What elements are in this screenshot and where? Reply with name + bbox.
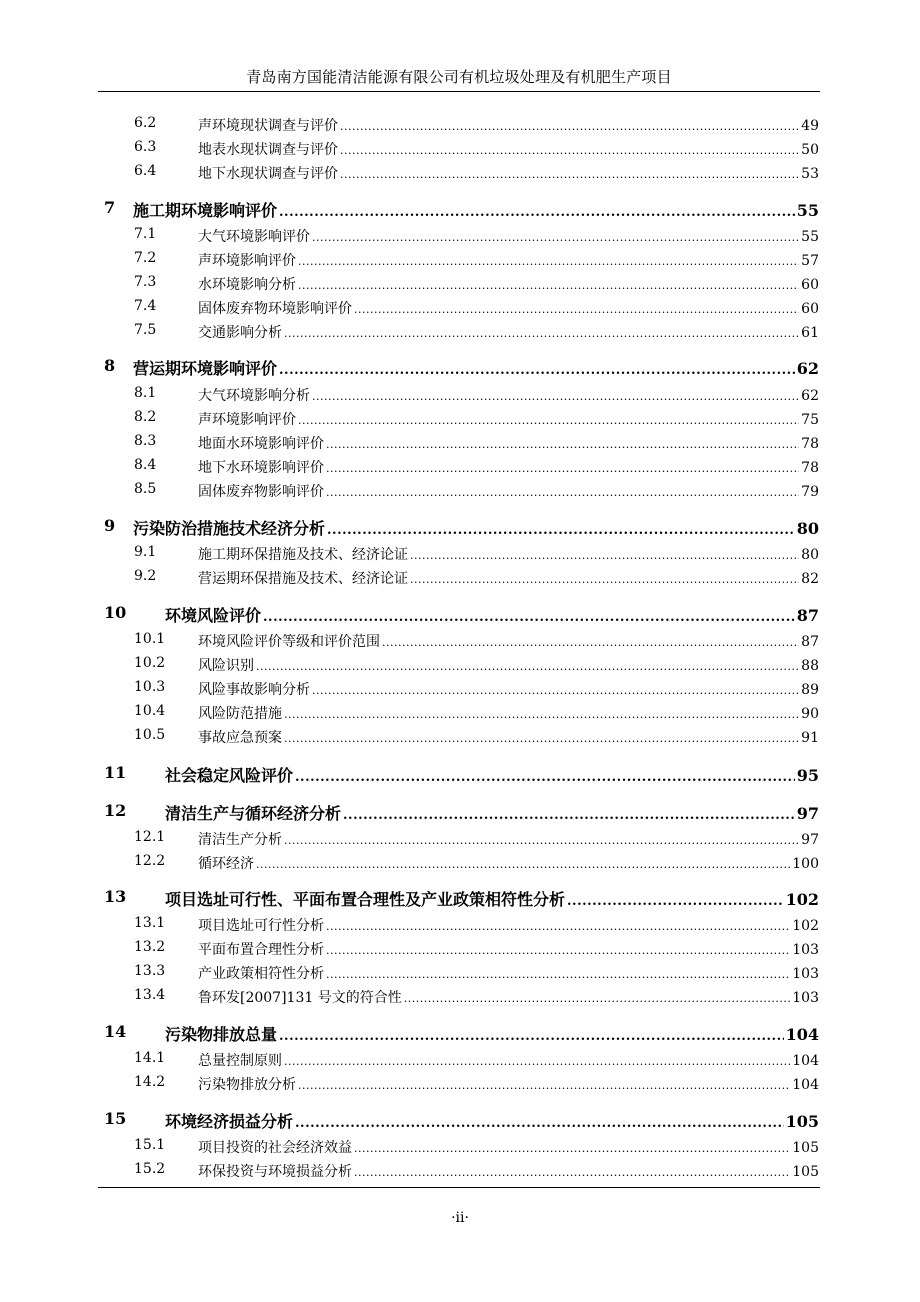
toc-entry-number: 12.1 bbox=[134, 829, 166, 845]
document-header-title: 青岛南方国能清洁能源有限公司有机垃圾处理及有机肥生产项目 bbox=[246, 68, 672, 86]
toc-entry-number: 8.3 bbox=[134, 433, 157, 449]
toc-entry-page: 79 bbox=[801, 484, 819, 500]
toc-entry-title: 大气环境影响评价 bbox=[198, 229, 310, 245]
toc-entry-6-4[interactable] bbox=[0, 163, 920, 185]
toc-dot-leader bbox=[279, 205, 795, 220]
toc-chapter-9[interactable] bbox=[0, 516, 920, 538]
toc-entry-8-4[interactable] bbox=[0, 457, 920, 479]
toc-entry-page: 50 bbox=[801, 142, 819, 158]
footer-divider bbox=[98, 1187, 820, 1188]
toc-chapter-title: 污染防治措施技术经济分析 bbox=[133, 519, 326, 538]
toc-entry-page: 60 bbox=[801, 277, 819, 293]
toc-entry-title: 固体废弃物影响评价 bbox=[198, 484, 324, 500]
toc-dot-leader bbox=[312, 390, 799, 403]
toc-entry-page: 104 bbox=[792, 1077, 819, 1093]
toc-entry-page: 87 bbox=[801, 634, 819, 650]
toc-entry-title: 风险防范措施 bbox=[198, 706, 282, 722]
toc-entry-title: 固体废弃物环境影响评价 bbox=[198, 301, 352, 317]
toc-entry-number: 10.3 bbox=[134, 679, 166, 695]
toc-dot-leader bbox=[298, 1079, 790, 1092]
toc-entry-page: 88 bbox=[801, 658, 819, 674]
toc-entry-number: 7.2 bbox=[134, 250, 157, 266]
toc-chapter-number: 10 bbox=[104, 603, 127, 622]
toc-entry-number: 14.1 bbox=[134, 1050, 166, 1066]
toc-dot-leader bbox=[567, 894, 784, 909]
toc-dot-leader bbox=[382, 636, 799, 649]
toc-dot-leader bbox=[284, 1055, 790, 1068]
toc-entry-page: 78 bbox=[801, 436, 819, 452]
toc-chapter-page: 80 bbox=[796, 519, 819, 538]
toc-entry-number: 13.4 bbox=[134, 987, 166, 1003]
toc-entry-15-1[interactable] bbox=[0, 1137, 920, 1159]
toc-chapter-number: 15 bbox=[104, 1109, 127, 1128]
toc-entry-10-4[interactable] bbox=[0, 703, 920, 725]
toc-dot-leader bbox=[326, 438, 799, 451]
toc-chapter-number: 7 bbox=[104, 198, 116, 217]
toc-entry-title: 风险事故影响分析 bbox=[198, 682, 310, 698]
toc-dot-leader bbox=[354, 1166, 790, 1179]
toc-entry-page: 103 bbox=[792, 990, 819, 1006]
toc-entry-8-3[interactable] bbox=[0, 433, 920, 455]
toc-entry-15-2[interactable] bbox=[0, 1161, 920, 1183]
toc-entry-page: 49 bbox=[801, 118, 819, 134]
toc-chapter-page: 105 bbox=[785, 1112, 819, 1131]
toc-entry-page: 102 bbox=[792, 918, 819, 934]
toc-entry-number: 10.1 bbox=[134, 631, 166, 647]
toc-entry-page: 80 bbox=[801, 547, 819, 563]
toc-entry-title: 项目投资的社会经济效益 bbox=[198, 1140, 352, 1156]
toc-entry-title: 大气环境影响分析 bbox=[198, 388, 310, 404]
toc-dot-leader bbox=[326, 944, 790, 957]
toc-entry-page: 89 bbox=[801, 682, 819, 698]
toc-entry-number: 10.2 bbox=[134, 655, 166, 671]
toc-entry-number: 6.4 bbox=[134, 163, 157, 179]
toc-dot-leader bbox=[284, 732, 799, 745]
toc-entry-10-5[interactable] bbox=[0, 727, 920, 749]
toc-entry-title: 环保投资与环境损益分析 bbox=[198, 1164, 352, 1180]
toc-dot-leader bbox=[256, 858, 790, 871]
toc-entry-page: 100 bbox=[792, 856, 819, 872]
toc-dot-leader bbox=[326, 968, 790, 981]
toc-entry-8-5[interactable] bbox=[0, 481, 920, 503]
toc-chapter-number: 14 bbox=[104, 1022, 127, 1041]
toc-chapter-14[interactable] bbox=[0, 1022, 920, 1044]
toc-chapter-10[interactable] bbox=[0, 603, 920, 625]
toc-entry-number: 12.2 bbox=[134, 853, 166, 869]
toc-chapter-title: 营运期环境影响评价 bbox=[133, 359, 278, 378]
toc-dot-leader bbox=[279, 1029, 784, 1044]
toc-entry-page: 105 bbox=[792, 1164, 819, 1180]
toc-entry-title: 鲁环发[2007]131 号文的符合性 bbox=[198, 990, 402, 1006]
toc-entry-page: 105 bbox=[792, 1140, 819, 1156]
toc-entry-number: 8.2 bbox=[134, 409, 157, 425]
toc-entry-page: 91 bbox=[801, 730, 819, 746]
toc-entry-13-4[interactable] bbox=[0, 987, 920, 1009]
toc-chapter-8[interactable] bbox=[0, 356, 920, 378]
toc-dot-leader bbox=[263, 610, 795, 625]
toc-entry-6-3[interactable] bbox=[0, 139, 920, 161]
toc-entry-number: 7.5 bbox=[134, 322, 157, 338]
toc-entry-7-3[interactable] bbox=[0, 274, 920, 296]
toc-dot-leader bbox=[284, 708, 799, 721]
toc-entry-9-1[interactable] bbox=[0, 544, 920, 566]
toc-chapter-13[interactable] bbox=[0, 887, 920, 909]
toc-entry-13-3[interactable] bbox=[0, 963, 920, 985]
toc-entry-title: 营运期环保措施及技术、经济论证 bbox=[198, 571, 408, 587]
toc-entry-title: 地面水环境影响评价 bbox=[198, 436, 324, 452]
toc-dot-leader bbox=[410, 549, 799, 562]
toc-entry-number: 13.1 bbox=[134, 915, 166, 931]
toc-entry-9-2[interactable] bbox=[0, 568, 920, 590]
toc-dot-leader bbox=[298, 279, 799, 292]
toc-entry-number: 10.5 bbox=[134, 727, 166, 743]
toc-chapter-7[interactable] bbox=[0, 198, 920, 220]
toc-entry-page: 103 bbox=[792, 942, 819, 958]
toc-dot-leader bbox=[284, 834, 799, 847]
toc-dot-leader bbox=[327, 523, 795, 538]
toc-dot-leader bbox=[284, 327, 799, 340]
toc-chapter-page: 62 bbox=[796, 359, 819, 378]
toc-dot-leader bbox=[354, 1142, 790, 1155]
toc-entry-number: 9.1 bbox=[134, 544, 157, 560]
toc-dot-leader bbox=[298, 255, 799, 268]
toc-entry-page: 60 bbox=[801, 301, 819, 317]
toc-entry-number: 15.1 bbox=[134, 1137, 166, 1153]
toc-entry-number: 6.2 bbox=[134, 115, 157, 131]
toc-chapter-page: 95 bbox=[796, 766, 819, 785]
toc-chapter-title: 环境经济损益分析 bbox=[165, 1112, 294, 1131]
toc-entry-number: 6.3 bbox=[134, 139, 157, 155]
toc-entry-title: 项目选址可行性分析 bbox=[198, 918, 324, 934]
toc-entry-title: 声环境影响评价 bbox=[198, 412, 296, 428]
toc-chapter-title: 清洁生产与循环经济分析 bbox=[165, 804, 342, 823]
toc-entry-title: 事故应急预案 bbox=[198, 730, 282, 746]
toc-entry-title: 环境风险评价等级和评价范围 bbox=[198, 634, 380, 650]
toc-chapter-title: 社会稳定风险评价 bbox=[165, 766, 294, 785]
toc-entry-page: 78 bbox=[801, 460, 819, 476]
toc-chapter-title: 污染物排放总量 bbox=[165, 1025, 278, 1044]
toc-entry-page: 82 bbox=[801, 571, 819, 587]
toc-entry-14-2[interactable] bbox=[0, 1074, 920, 1096]
toc-chapter-page: 104 bbox=[785, 1025, 819, 1044]
toc-dot-leader bbox=[279, 363, 795, 378]
toc-dot-leader bbox=[298, 414, 799, 427]
toc-entry-title: 清洁生产分析 bbox=[198, 832, 282, 848]
toc-entry-title: 平面布置合理性分析 bbox=[198, 942, 324, 958]
toc-entry-10-2[interactable] bbox=[0, 655, 920, 677]
toc-dot-leader bbox=[340, 168, 799, 181]
toc-chapter-11[interactable] bbox=[0, 763, 920, 785]
toc-chapter-number: 9 bbox=[104, 516, 116, 535]
toc-dot-leader bbox=[256, 660, 799, 673]
toc-entry-title: 地下水现状调查与评价 bbox=[198, 166, 338, 182]
toc-entry-page: 103 bbox=[792, 966, 819, 982]
toc-dot-leader bbox=[295, 1116, 784, 1131]
toc-dot-leader bbox=[312, 231, 799, 244]
toc-entry-page: 57 bbox=[801, 253, 819, 269]
toc-dot-leader bbox=[410, 573, 799, 586]
toc-entry-7-5[interactable] bbox=[0, 322, 920, 344]
toc-chapter-15[interactable] bbox=[0, 1109, 920, 1131]
toc-entry-title: 施工期环保措施及技术、经济论证 bbox=[198, 547, 408, 563]
toc-entry-page: 97 bbox=[801, 832, 819, 848]
toc-entry-8-2[interactable] bbox=[0, 409, 920, 431]
toc-chapter-number: 11 bbox=[104, 763, 127, 782]
toc-chapter-title: 施工期环境影响评价 bbox=[133, 201, 278, 220]
toc-entry-page: 62 bbox=[801, 388, 819, 404]
toc-entry-number: 7.3 bbox=[134, 274, 157, 290]
toc-entry-title: 循环经济 bbox=[198, 856, 254, 872]
toc-entry-page: 90 bbox=[801, 706, 819, 722]
toc-entry-number: 8.1 bbox=[134, 385, 157, 401]
toc-entry-number: 8.5 bbox=[134, 481, 157, 497]
toc-entry-number: 7.1 bbox=[134, 226, 157, 242]
toc-entry-12-2[interactable] bbox=[0, 853, 920, 875]
toc-chapter-title: 环境风险评价 bbox=[165, 606, 262, 625]
toc-entry-13-2[interactable] bbox=[0, 939, 920, 961]
toc-dot-leader bbox=[343, 808, 795, 823]
toc-dot-leader bbox=[340, 120, 799, 133]
toc-chapter-page: 97 bbox=[796, 804, 819, 823]
toc-dot-leader bbox=[312, 684, 799, 697]
toc-entry-number: 14.2 bbox=[134, 1074, 166, 1090]
toc-entry-number: 7.4 bbox=[134, 298, 157, 314]
toc-entry-title: 风险识别 bbox=[198, 658, 254, 674]
toc-entry-title: 污染物排放分析 bbox=[198, 1077, 296, 1093]
toc-entry-page: 55 bbox=[801, 229, 819, 245]
toc-chapter-number: 12 bbox=[104, 801, 127, 820]
toc-chapter-12[interactable] bbox=[0, 801, 920, 823]
toc-entry-10-1[interactable] bbox=[0, 631, 920, 653]
toc-entry-7-2[interactable] bbox=[0, 250, 920, 272]
toc-entry-title: 水环境影响分析 bbox=[198, 277, 296, 293]
toc-entry-page: 61 bbox=[801, 325, 819, 341]
toc-entry-title: 声环境现状调查与评价 bbox=[198, 118, 338, 134]
toc-entry-title: 地表水现状调查与评价 bbox=[198, 142, 338, 158]
page-number: ·ii· bbox=[451, 1210, 469, 1226]
toc-entry-number: 9.2 bbox=[134, 568, 157, 584]
toc-chapter-page: 55 bbox=[796, 201, 819, 220]
toc-entry-number: 13.2 bbox=[134, 939, 166, 955]
toc-entry-number: 10.4 bbox=[134, 703, 166, 719]
toc-entry-page: 75 bbox=[801, 412, 819, 428]
toc-entry-8-1[interactable] bbox=[0, 385, 920, 407]
toc-entry-12-1[interactable] bbox=[0, 829, 920, 851]
toc-entry-13-1[interactable] bbox=[0, 915, 920, 937]
toc-entry-title: 交通影响分析 bbox=[198, 325, 282, 341]
toc-entry-10-3[interactable] bbox=[0, 679, 920, 701]
toc-chapter-page: 87 bbox=[796, 606, 819, 625]
toc-dot-leader bbox=[326, 920, 790, 933]
toc-entry-title: 产业政策相符性分析 bbox=[198, 966, 324, 982]
toc-entry-title: 地下水环境影响评价 bbox=[198, 460, 324, 476]
toc-entry-7-4[interactable] bbox=[0, 298, 920, 320]
toc-chapter-page: 102 bbox=[785, 890, 819, 909]
toc-dot-leader bbox=[295, 770, 795, 785]
toc-entry-14-1[interactable] bbox=[0, 1050, 920, 1072]
toc-entry-6-2[interactable] bbox=[0, 115, 920, 137]
toc-dot-leader bbox=[404, 992, 791, 1005]
toc-entry-page: 53 bbox=[801, 166, 819, 182]
toc-chapter-number: 13 bbox=[104, 887, 127, 906]
toc-entry-number: 15.2 bbox=[134, 1161, 166, 1177]
toc-entry-title: 声环境影响评价 bbox=[198, 253, 296, 269]
toc-entry-page: 104 bbox=[792, 1053, 819, 1069]
toc-entry-7-1[interactable] bbox=[0, 226, 920, 248]
toc-chapter-number: 8 bbox=[104, 356, 116, 375]
toc-entry-number: 8.4 bbox=[134, 457, 157, 473]
toc-entry-title: 总量控制原则 bbox=[198, 1053, 282, 1069]
toc-dot-leader bbox=[354, 303, 799, 316]
toc-dot-leader bbox=[340, 144, 799, 157]
toc-dot-leader bbox=[326, 486, 799, 499]
toc-entry-number: 13.3 bbox=[134, 963, 166, 979]
toc-chapter-title: 项目选址可行性、平面布置合理性及产业政策相符性分析 bbox=[165, 890, 566, 909]
toc-dot-leader bbox=[326, 462, 799, 475]
